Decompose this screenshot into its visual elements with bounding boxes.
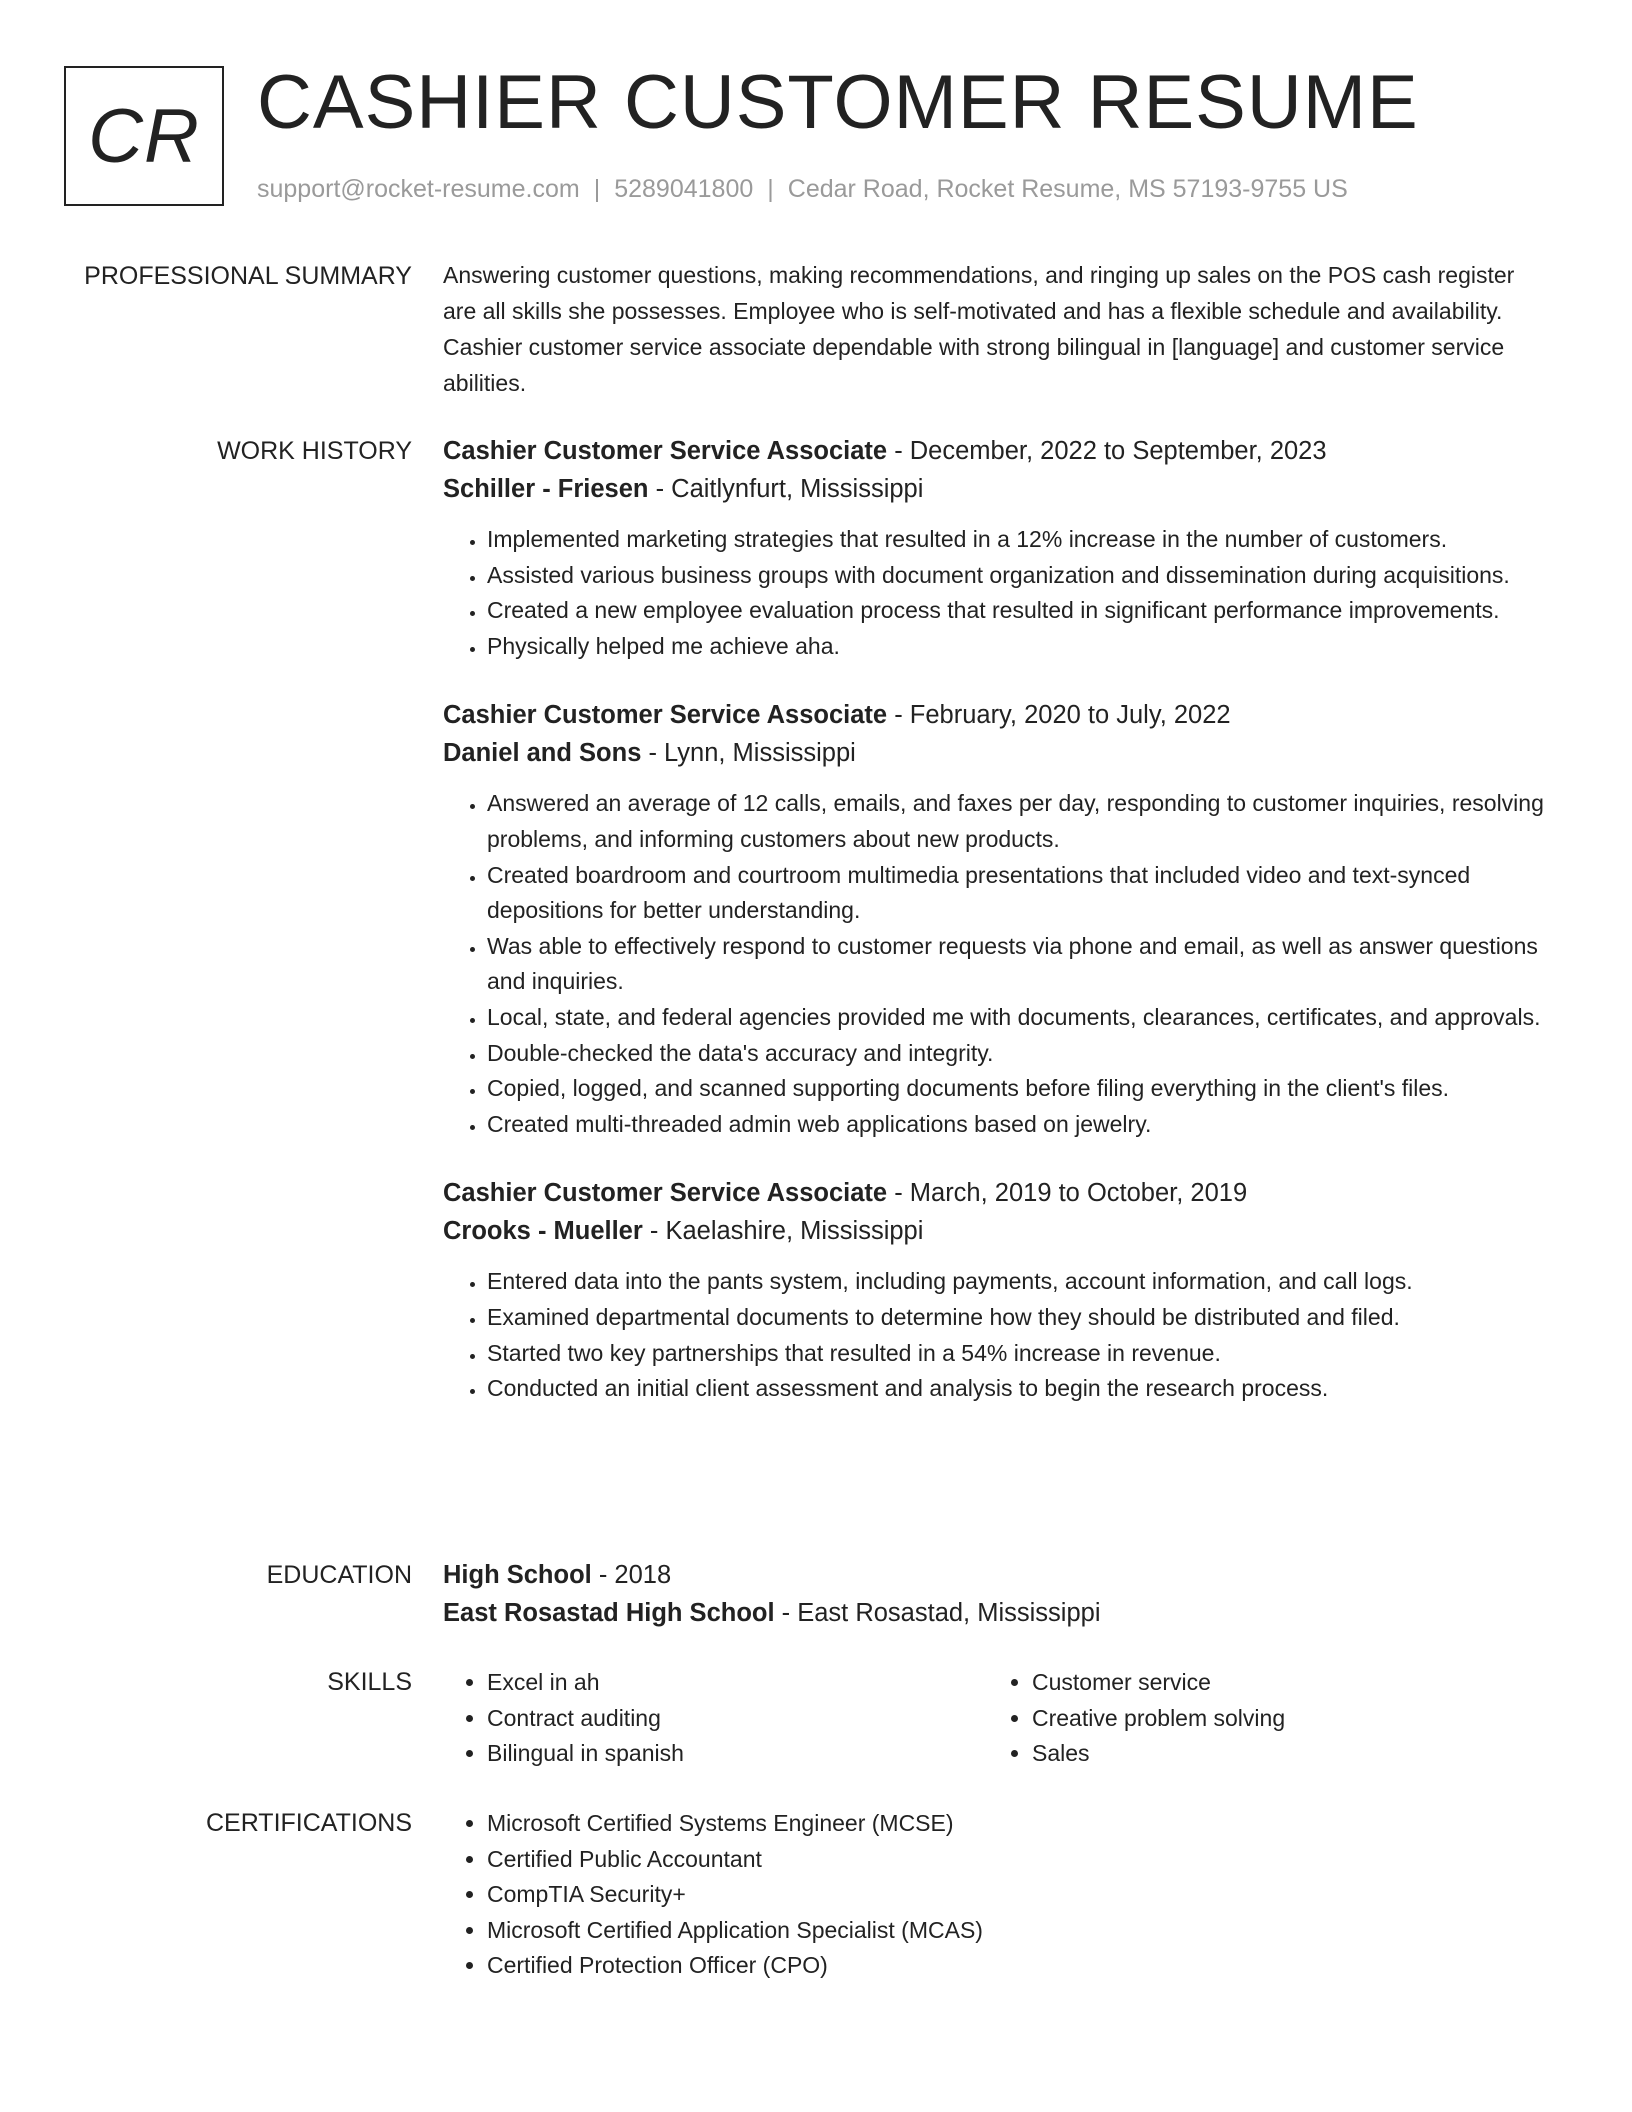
degree-name: High School	[443, 1561, 592, 1589]
list-item: • Entered data into the pants system, including payments, account information, and call logs.	[487, 1264, 1553, 1300]
company-location: - Kaelashire, Mississippi	[642, 1217, 924, 1246]
certification-item: • Microsoft Certified Application Specialist (MCAS)	[487, 1913, 1553, 1949]
skill-item: • Creative problem solving	[1032, 1701, 1533, 1737]
section-label: SKILLS	[327, 1668, 412, 1696]
list-item: • Started two key partnerships that resulted in a 54% increase in revenue.	[487, 1336, 1553, 1372]
contact-phone: 5289041800	[614, 175, 754, 203]
job-title: Cashier Customer Service Associate	[443, 437, 888, 465]
contact-separator: |	[593, 175, 601, 203]
job-entry	[443, 1174, 1553, 1406]
list-item: • Conducted an initial client assessment and analysis to begin the research process.	[487, 1371, 1553, 1407]
contact-address: Cedar Road, Rocket Resume, MS 57193-9755 US	[787, 175, 1348, 203]
skills-grid	[443, 1665, 1553, 1772]
job-title: Cashier Customer Service Associate	[443, 1179, 888, 1208]
skill-item: • Excel in ah	[487, 1665, 988, 1701]
certification-item: • CompTIA Security+	[487, 1877, 1553, 1913]
skills-column-right	[988, 1665, 1533, 1772]
certifications-list	[443, 1806, 1553, 1984]
job-dates: - March, 2019 to October, 2019	[887, 1179, 1248, 1208]
job-entry	[443, 696, 1553, 1142]
list-item: • Local, state, and federal agencies provided me with documents, clearances, certificates, and approvals.	[487, 1000, 1553, 1036]
list-item: • Was able to effectively respond to customer requests via phone and email, as well as answer questions and inquiries.	[487, 929, 1553, 1000]
school-line	[443, 1594, 1553, 1632]
list-item: • Created boardroom and courtroom multimedia presentations that included video and text-synced depositions for better understanding.	[487, 858, 1553, 929]
education-body	[443, 1556, 1553, 1632]
section-label: EDUCATION	[266, 1561, 412, 1589]
list-item: • Double-checked the data's accuracy and integrity.	[487, 1036, 1553, 1072]
company-location: - Caitlynfurt, Mississippi	[648, 475, 924, 503]
skill-item: • Sales	[1032, 1736, 1533, 1772]
certification-item: • Microsoft Certified Systems Engineer (MCSE)	[487, 1806, 1553, 1842]
company-name: Crooks - Mueller	[443, 1217, 643, 1246]
resume-title: CASHIER CUSTOMER RESUME	[257, 60, 1419, 145]
job-entry	[443, 432, 1553, 664]
company-line	[443, 470, 1553, 508]
skills-column-left	[443, 1665, 988, 1772]
job-bullets	[443, 1264, 1553, 1406]
skills-body	[443, 1665, 1553, 1772]
monogram-initials: CR	[88, 93, 200, 179]
skill-item: • Customer service	[1032, 1665, 1533, 1701]
skill-item: • Bilingual in spanish	[487, 1736, 988, 1772]
company-line	[443, 734, 1553, 772]
school-location: - East Rosastad, Mississippi	[774, 1599, 1101, 1627]
list-item: • Created multi-threaded admin web applications based on jewelry.	[487, 1107, 1553, 1143]
contact-separator: |	[767, 175, 774, 203]
company-location: - Lynn, Mississippi	[641, 739, 856, 768]
certification-item: • Certified Public Accountant	[487, 1842, 1553, 1878]
company-line	[443, 1212, 1553, 1250]
job-title: Cashier Customer Service Associate	[443, 701, 888, 730]
section-label: WORK HISTORY	[217, 437, 412, 465]
job-dates: - December, 2022 to September, 2023	[887, 437, 1327, 465]
certification-item: • Certified Protection Officer (CPO)	[487, 1948, 1553, 1984]
work-history-body	[443, 432, 1553, 1439]
graduation-year: - 2018	[591, 1561, 672, 1589]
list-item: • Assisted various business groups with document organization and dissemination during acquisitions.	[487, 558, 1553, 594]
list-item: • Examined departmental documents to determine how they should be distributed and filed.	[487, 1300, 1553, 1336]
list-item: • Copied, logged, and scanned supporting documents before filing everything in the client's files.	[487, 1071, 1553, 1107]
job-bullets	[443, 786, 1553, 1142]
job-title-line	[443, 432, 1553, 470]
school-name: East Rosastad High School	[443, 1599, 775, 1627]
section-label: CERTIFICATIONS	[205, 1809, 412, 1837]
list-item: • Answered an average of 12 calls, emails, and faxes per day, responding to customer inquiries, resolving problems, and informing customers about new products.	[487, 786, 1553, 857]
certifications-body	[443, 1806, 1553, 1984]
job-title-line	[443, 1174, 1553, 1212]
monogram-box	[64, 66, 224, 206]
job-title-line	[443, 696, 1553, 734]
contact-email: support@rocket-resume.com	[257, 175, 580, 203]
list-item: • Physically helped me achieve aha.	[487, 629, 1553, 665]
company-name: Daniel and Sons	[443, 739, 642, 768]
job-dates: - February, 2020 to July, 2022	[887, 701, 1231, 730]
job-bullets	[443, 522, 1553, 664]
summary-text: Answering customer questions, making recommendations, and ringing up sales on the POS cash register are all skills she possesses. Employee who is self-motivated and has a flexible schedule and availability. Cashier customer service associate dependable with strong bilingual in [language] and customer service abilities.	[443, 262, 1515, 396]
contact-line	[257, 172, 1348, 206]
skill-item: • Contract auditing	[487, 1701, 988, 1737]
section-label: PROFESSIONAL SUMMARY	[84, 262, 412, 290]
list-item: • Created a new employee evaluation process that resulted in significant performance improvements.	[487, 593, 1553, 629]
degree-line	[443, 1556, 1553, 1594]
company-name: Schiller - Friesen	[443, 475, 649, 503]
list-item: • Implemented marketing strategies that resulted in a 12% increase in the number of customers.	[487, 522, 1553, 558]
